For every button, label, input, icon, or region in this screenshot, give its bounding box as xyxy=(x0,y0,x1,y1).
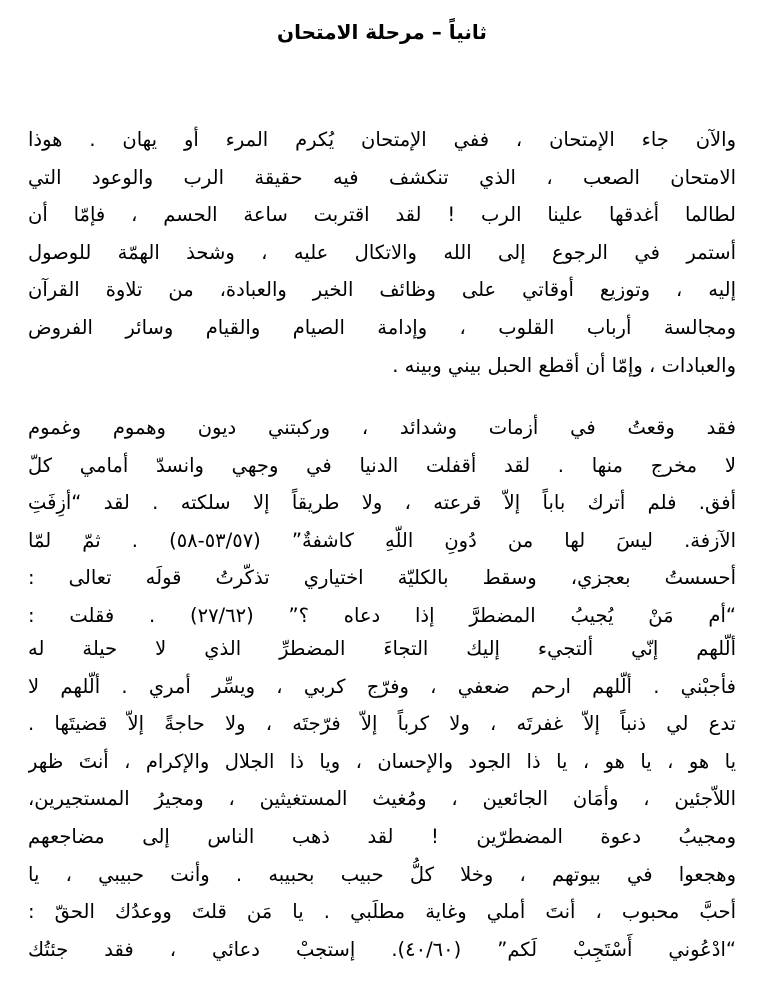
text-line: اللاّجئين ، وأمَان الجائعين ، ومُغيث المستغيثين ، ومجيرُ المستجيرين، xyxy=(28,787,736,811)
text-line: الآزفة. ليسَ لها من دُونِ اللّهِ كاشفةٌ” (٥٣/٥٧-٥٨) . ثمّ لمّا xyxy=(28,528,736,552)
text-line: لطالما أغدقها علينا الرب ! لقد اقتربت ساعة الحسم ، فإمّا أن xyxy=(28,203,736,227)
text-line: يا هو ، يا هو ، يا ذا الجود والإحسان ، ويا ذا الجلال والإكرام ، أنتَ ظهر xyxy=(28,749,736,773)
text-line: أستمر في الرجوع إلى الله والاتكال عليه ، وشحذ الهمّة للوصول xyxy=(28,240,736,264)
paragraph-2 xyxy=(28,409,736,635)
text-line: والعبادات ، وإمّا أن أقطع الحبل بيني وبينه . xyxy=(392,353,736,377)
paragraph-1 xyxy=(28,121,736,384)
text-line: ومجالسة أرباب القلوب ، وإدامة الصيام والقيام وسائر الفروض xyxy=(28,315,736,339)
text-line: ومجيبُ دعوة المضطرّين ! لقد ذهب الناس إلى مضاجعهم xyxy=(28,824,736,848)
text-line: أحسستُ بعجزي، وسقط بالكليّة اختياري تذكّرتُ قولَه تعالى : xyxy=(28,566,736,590)
text-line: فقد وقعتُ في أزمات وشدائد ، وركبتني ديون وهموم وغموم xyxy=(28,416,736,439)
text-line: وهجعوا في بيوتهم ، وخلا كلُّ حبيب بحبيبه . وأنت حبيبي ، يا xyxy=(28,862,736,886)
text-line: تدع لي ذنباً إلاّ غفرتَه ، ولا كرباً إلاّ فرّجتَه ، ولا حاجةً إلاّ قضيتَها . xyxy=(28,712,736,736)
text-line: أفق. فلم أترك باباً إلاّ قرعته ، ولا طريقاً إلا سلكته . لقد “أزِفَتِ xyxy=(28,491,736,515)
text-line: إليه ، وتوزيع أوقاتي على وظائف الخير والعبادة، من تلاوة القرآن xyxy=(28,278,736,302)
text-line: لا مخرج منها . لقد أقفلت الدنيا في وجهي وانسدّ أمامي كلّ xyxy=(28,453,736,477)
text-line: والآن جاء الإمتحان ، ففي الإمتحان يُكرم المرء أو يهان . هوذا xyxy=(28,128,736,151)
text-line: ألّلهم إنّي ألتجيء إليك التجاءَ المضطرِّ الذي لا حيلة له xyxy=(28,637,736,660)
text-line: الامتحان الصعب ، الذي تنكشف فيه حقيقة الرب والوعود التي xyxy=(28,165,736,189)
section-title: ثانياً – مرحلة الامتحان xyxy=(277,20,487,44)
text-line: فأجبْني . ألّلهم ارحم ضعفي ، وفرّج كربي ، ويسِّر أمري . ألّلهم لا xyxy=(28,674,736,698)
text-line: “ادْعُوني أَسْتَجِبْ لَكم” (٤٠/٦٠). إستجبْ دعائي ، فقد جئتُك xyxy=(28,937,736,961)
text-line: “أم مَنْ يُجيبُ المضطرَّ إذا دعاه ؟” (٢٧/٦٢) . فقلت : xyxy=(28,603,736,627)
text-line: أحبَّ محبوب ، أنتَ أملي وغاية مطلَبي . يا مَن قلتَ ووعدُك الحقّ : xyxy=(28,900,736,924)
paragraph-3 xyxy=(28,630,736,968)
